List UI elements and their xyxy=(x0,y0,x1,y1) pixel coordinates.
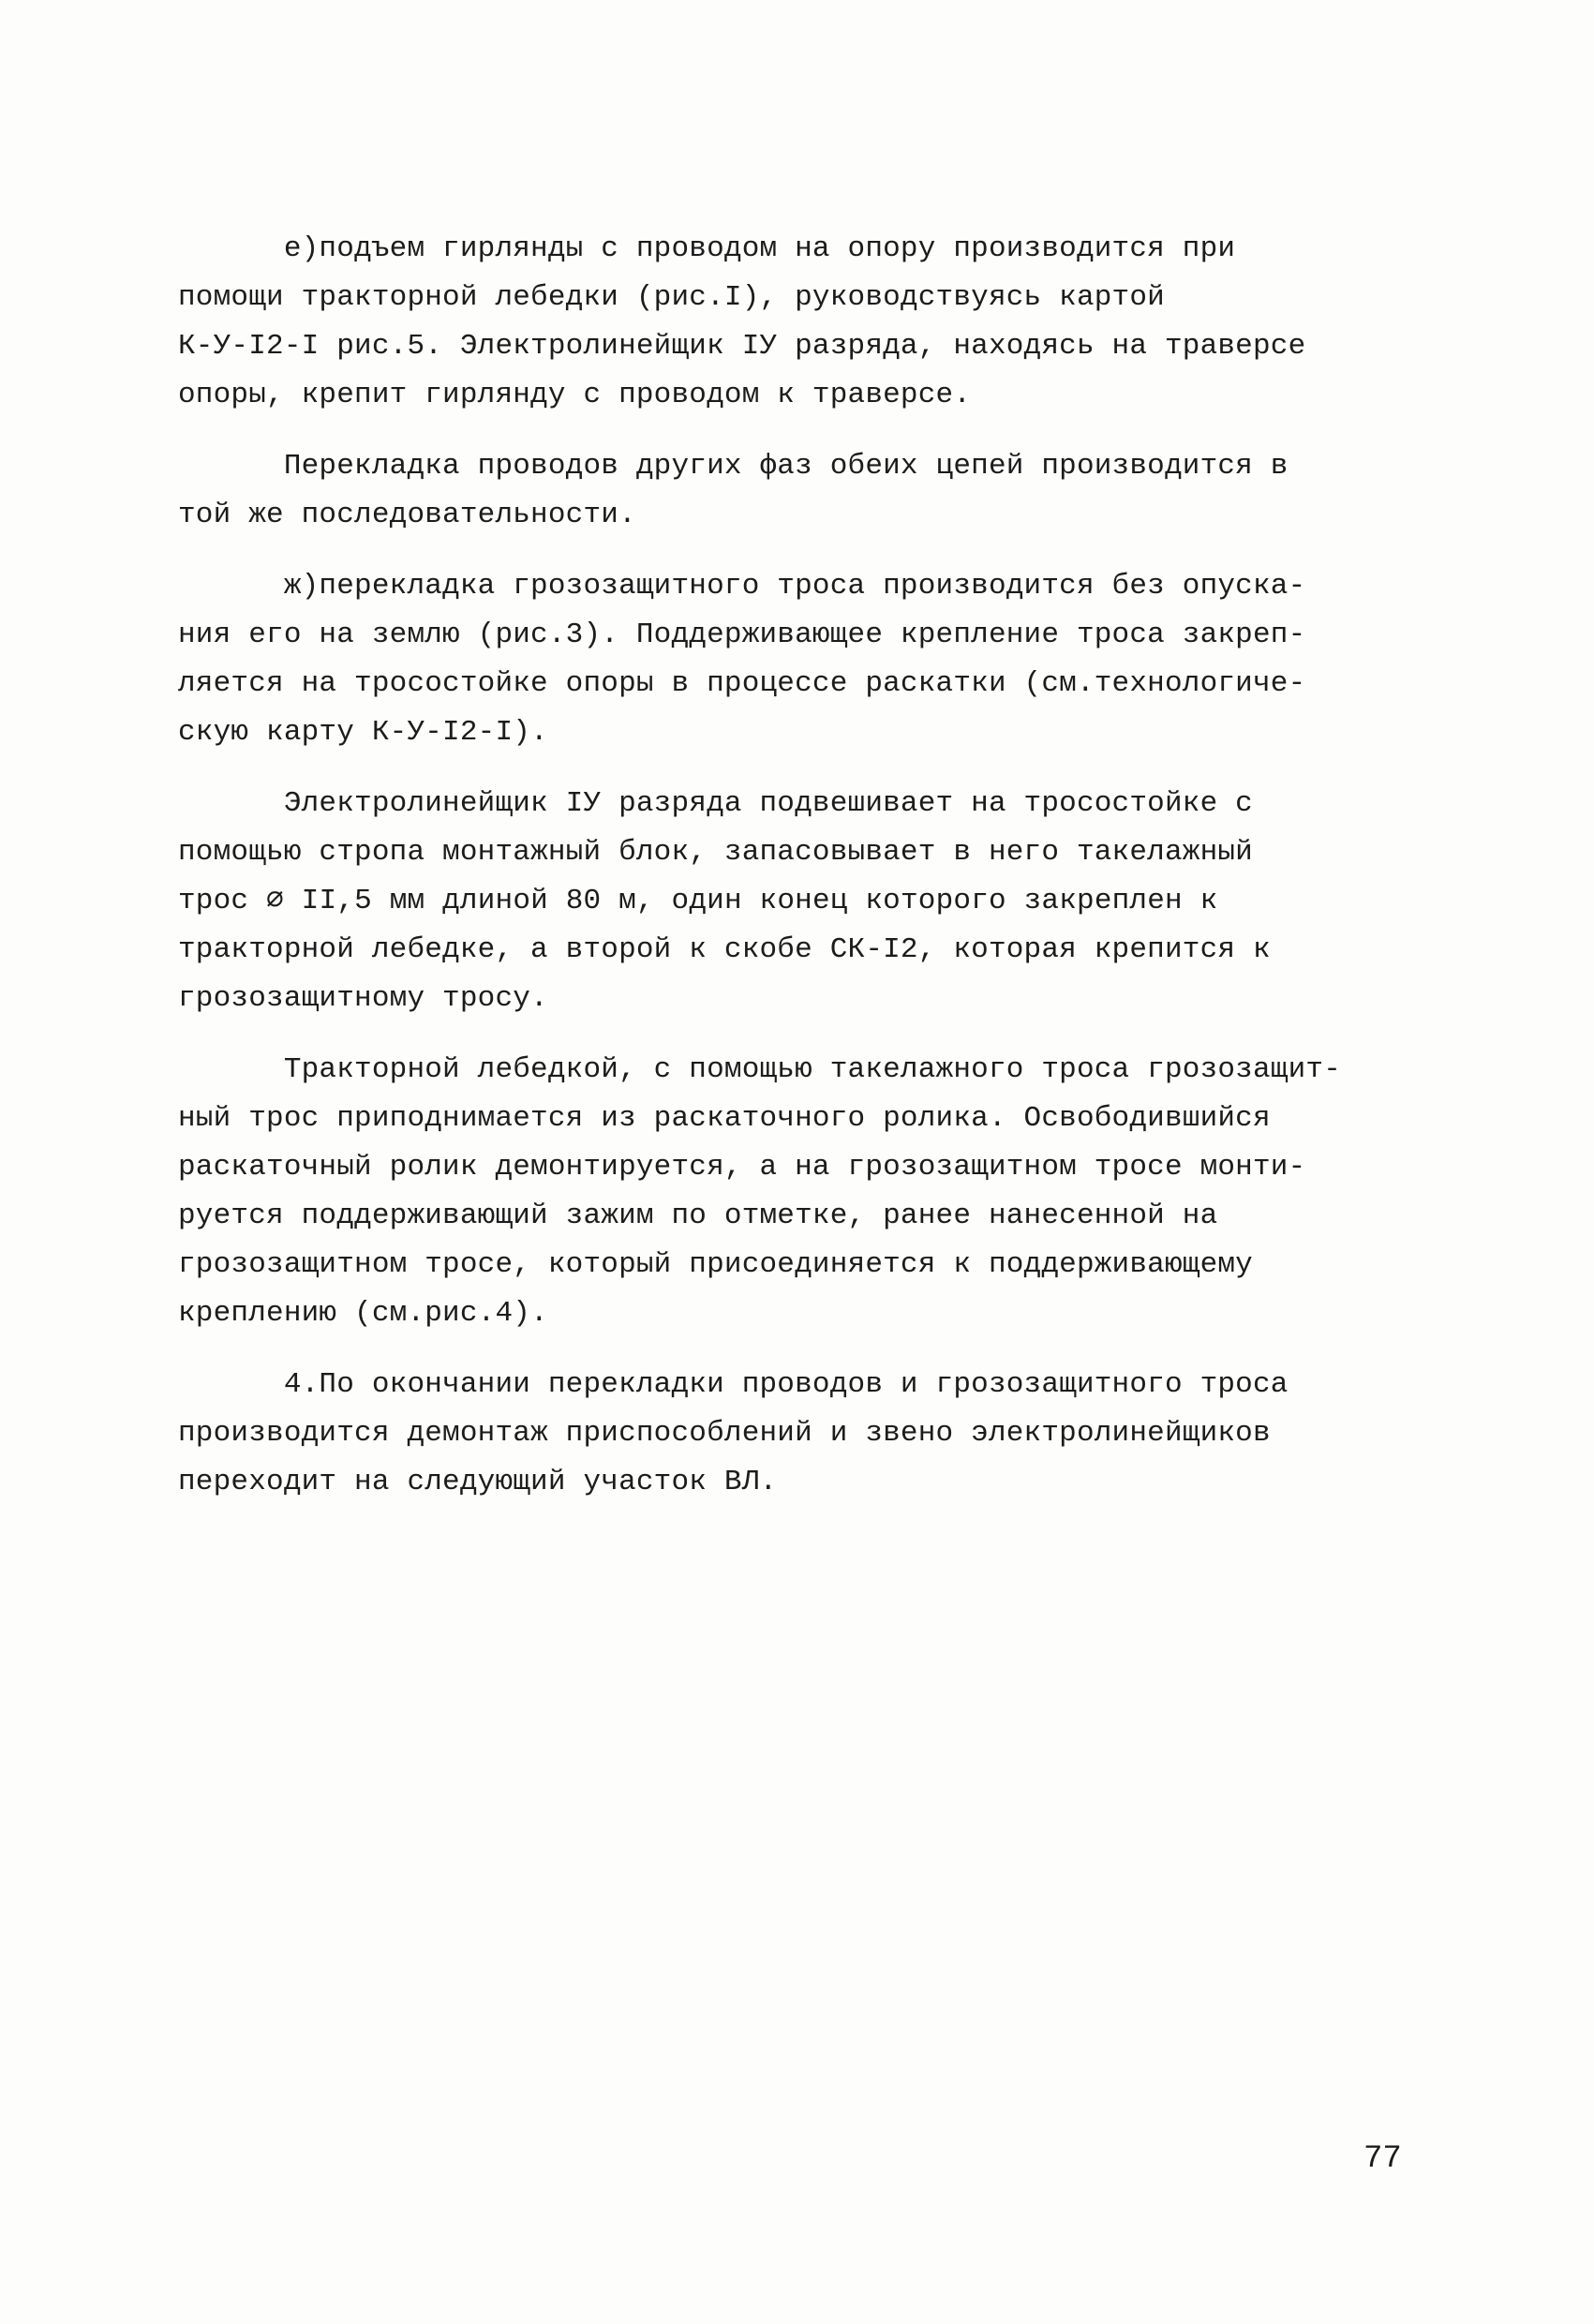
text-line: помощью стропа монтажный блок, запасовывает в него такелажный xyxy=(178,836,1253,869)
text-line: раскаточный ролик демонтируется, а на грозозащитном тросе монти- xyxy=(178,1151,1306,1184)
text-line: креплению (см.рис.4). xyxy=(178,1297,548,1330)
text-line: трос ∅ II,5 мм длиной 80 м, один конец которого закреплен к xyxy=(178,885,1218,917)
body-text xyxy=(178,225,1434,1529)
text-line: переходит на следующий участок ВЛ. xyxy=(178,1466,778,1498)
text-line: производится демонтаж приспособлений и звено электролинейщиков xyxy=(178,1417,1271,1450)
paragraph-other-phases xyxy=(178,442,1434,540)
text-line: грозозащитному тросу. xyxy=(178,982,548,1015)
text-line: грозозащитном тросе, который присоединяется к поддерживающему xyxy=(178,1248,1253,1281)
text-line: тракторной лебедке, а второй к скобе СК-I2, которая крепится к xyxy=(178,933,1271,966)
paragraph-winch-lifting xyxy=(178,1046,1434,1338)
text-line: скую карту К-У-I2-I). xyxy=(178,716,548,749)
text-line: ный трос приподнимается из раскаточного ролика. Освободившийся xyxy=(178,1102,1271,1135)
text-line: 4.По окончании перекладки проводов и грозозащитного троса xyxy=(178,1368,1289,1401)
text-line: той же последовательности. xyxy=(178,499,636,531)
text-line: Перекладка проводов других фаз обеих цепей производится в xyxy=(178,450,1289,483)
text-line: ляется на тросостойке опоры в процессе раскатки (см.технологиче- xyxy=(178,667,1306,700)
text-line: К-У-I2-I рис.5. Электролинейщик IУ разряда, находясь на траверсе xyxy=(178,330,1306,363)
text-line: опоры, крепит гирлянду с проводом к траверсе. xyxy=(178,379,972,411)
text-line: е)подъем гирлянды с проводом на опору производится при xyxy=(178,232,1236,265)
paragraph-garland-lifting xyxy=(178,225,1434,420)
paragraph-dismantling xyxy=(178,1361,1434,1507)
text-line: ния его на землю (рис.3). Поддерживающее крепление троса закреп- xyxy=(178,618,1306,651)
paragraph-mounting-block xyxy=(178,780,1434,1023)
text-line: Тракторной лебедкой, с помощью такелажного троса грозозащит- xyxy=(178,1053,1341,1086)
paragraph-ground-wire-transfer xyxy=(178,562,1434,757)
text-line: ж)перекладка грозозащитного троса производится без опуска- xyxy=(178,570,1306,603)
page-number: 77 xyxy=(1363,2141,1402,2177)
text-line: помощи тракторной лебедки (рис.I), руководствуясь картой xyxy=(178,281,1165,314)
text-line: руется поддерживающий зажим по отметке, ранее нанесенной на xyxy=(178,1199,1218,1232)
text-line: Электролинейщик IУ разряда подвешивает на тросостойке с xyxy=(178,787,1253,820)
